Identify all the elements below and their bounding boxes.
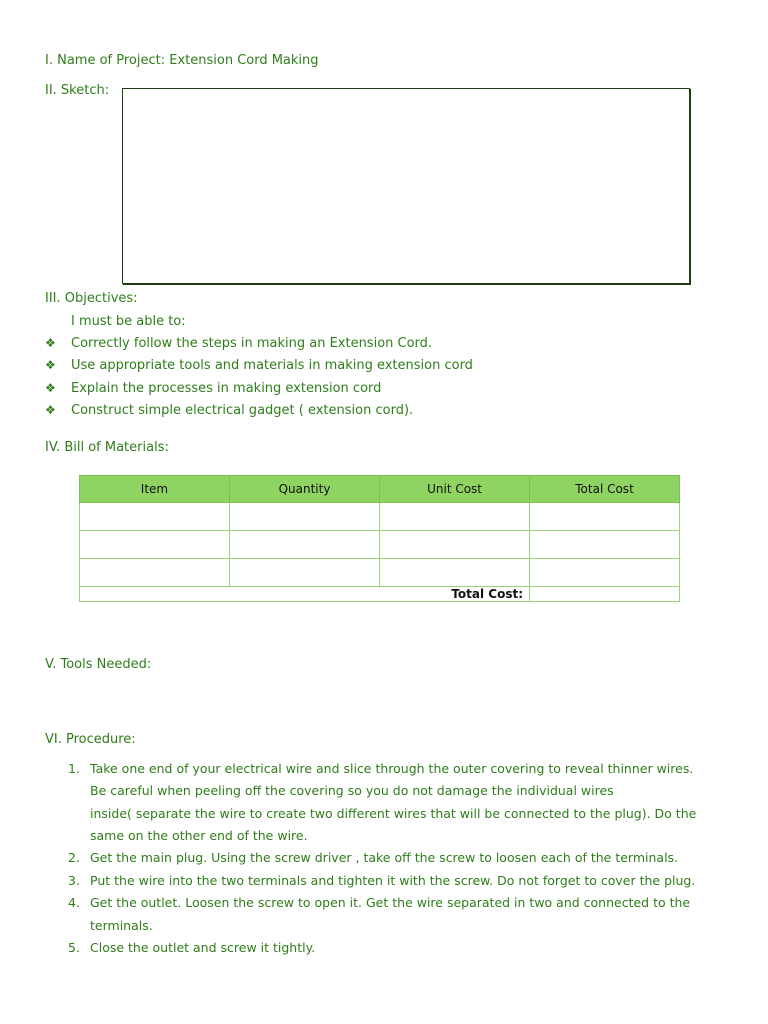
step-text-line: inside( separate the wire to create two different wires that will be connected to the plug). Do the: [90, 806, 697, 821]
table-header-row: [80, 476, 680, 503]
procedure-heading: VI. Procedure:: [45, 732, 136, 747]
quantity-cell[interactable]: [229, 503, 379, 531]
objective-item: [45, 336, 432, 351]
table-row: [80, 503, 680, 531]
unit-cost-cell[interactable]: [380, 559, 530, 587]
column-header-total-cost: Total Cost: [530, 476, 680, 503]
column-header-item: Item: [80, 476, 230, 503]
objective-text: Use appropriate tools and materials in making extension cord: [71, 358, 473, 373]
objective-item: [45, 381, 381, 396]
diamond-bullet-icon: ❖: [45, 403, 56, 417]
item-cell[interactable]: [80, 503, 230, 531]
unit-cost-cell[interactable]: [380, 503, 530, 531]
step-text-line: Close the outlet and screw it tightly.: [90, 940, 316, 955]
step-number: 2.: [68, 850, 80, 865]
diamond-bullet-icon: ❖: [45, 358, 56, 372]
quantity-cell[interactable]: [229, 531, 379, 559]
item-cell[interactable]: [80, 559, 230, 587]
step-text-line: terminals.: [90, 918, 153, 933]
step-text-line: Put the wire into the two terminals and tighten it with the screw. Do not forget to cover the plug.: [90, 873, 696, 888]
step-text-line: same on the other end of the wire.: [90, 828, 308, 843]
grand-total-cell[interactable]: [530, 587, 680, 602]
bill-of-materials-table: [79, 475, 680, 602]
step-text-line: Get the outlet. Loosen the screw to open it. Get the wire separated in two and connected to the: [90, 895, 691, 910]
total-cost-cell[interactable]: [530, 559, 680, 587]
objectives-intro: I must be able to:: [71, 314, 186, 329]
step-text-line: Be careful when peeling off the covering so you do not damage the individual wires: [90, 783, 614, 798]
diamond-bullet-icon: ❖: [45, 381, 56, 395]
item-cell[interactable]: [80, 531, 230, 559]
project-name-label: I. Name of Project: Extension Cord Making: [45, 53, 319, 68]
objective-text: Explain the processes in making extension cord: [71, 381, 382, 396]
objective-item: [45, 403, 413, 418]
step-number: 3.: [68, 873, 80, 888]
table-row: [80, 531, 680, 559]
step-text-line: Get the main plug. Using the screw driver , take off the screw to loosen each of the terminals.: [90, 850, 679, 865]
column-header-unit-cost: Unit Cost: [380, 476, 530, 503]
quantity-cell[interactable]: [229, 559, 379, 587]
table-row: [80, 559, 680, 587]
total-cost-label: Total Cost:: [80, 587, 530, 602]
step-number: 5.: [68, 940, 80, 955]
step-text-line: Take one end of your electrical wire and slice through the outer covering to reveal thinner wires.: [90, 761, 694, 776]
sketch-box: [122, 88, 690, 284]
objective-text: Construct simple electrical gadget ( extension cord).: [71, 403, 414, 418]
step-number: 4.: [68, 895, 80, 910]
column-header-quantity: Quantity: [229, 476, 379, 503]
diamond-bullet-icon: ❖: [45, 336, 56, 350]
total-row: [80, 587, 680, 602]
objectives-heading: III. Objectives:: [45, 291, 138, 306]
objective-item: [45, 358, 473, 373]
total-cost-cell[interactable]: [530, 503, 680, 531]
tools-needed-heading: V. Tools Needed:: [45, 657, 152, 672]
total-cost-cell[interactable]: [530, 531, 680, 559]
bill-of-materials-heading: IV. Bill of Materials:: [45, 440, 169, 455]
objective-text: Correctly follow the steps in making an Extension Cord.: [71, 336, 433, 351]
step-number: 1.: [68, 761, 80, 776]
unit-cost-cell[interactable]: [380, 531, 530, 559]
sketch-label: II. Sketch:: [45, 83, 110, 98]
